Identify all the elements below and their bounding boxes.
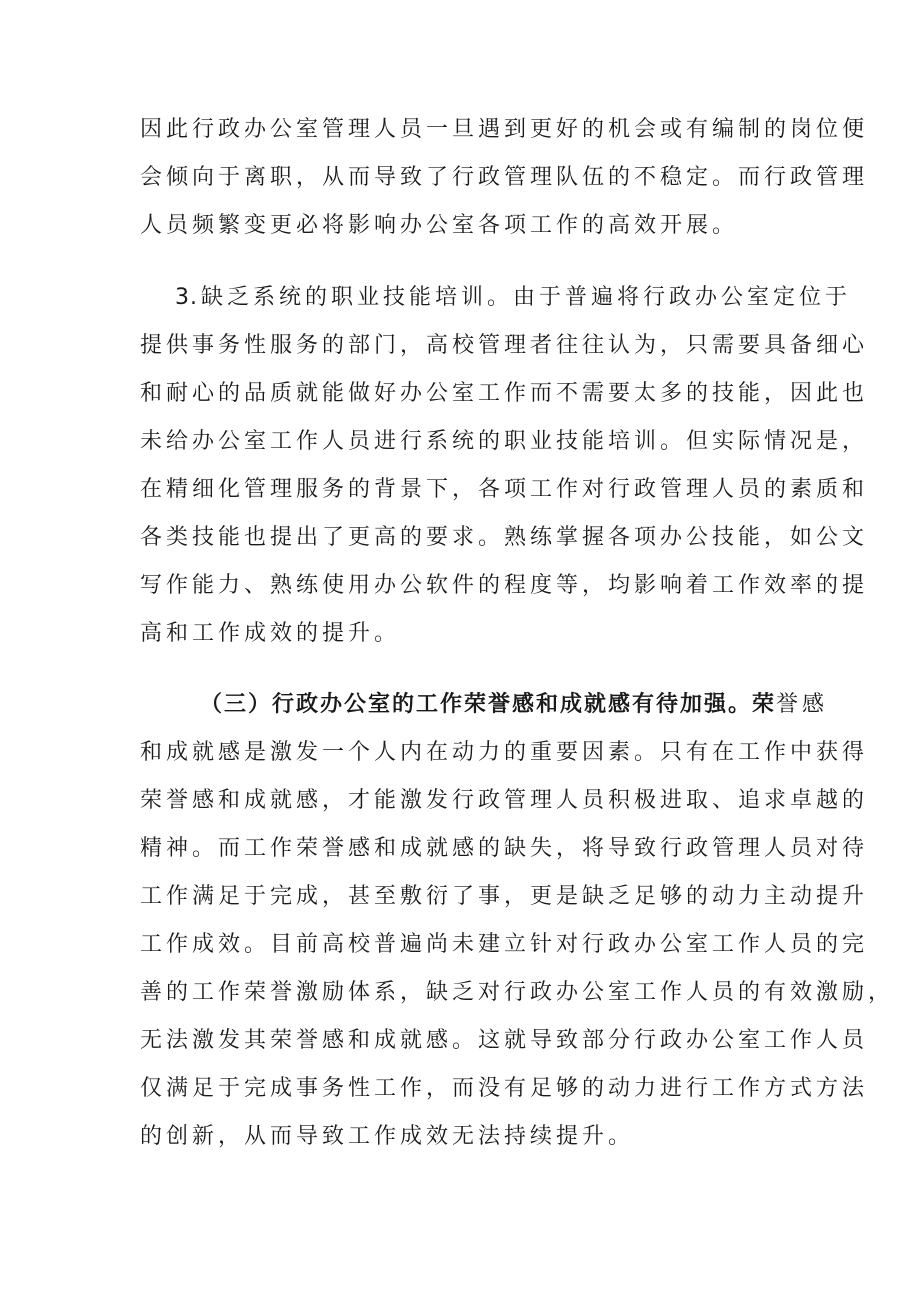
paragraph1-line-2: 会倾向于离职，从而导致了行政管理队伍的不稳定。而行政管理 xyxy=(140,165,869,190)
paragraph3-line-7: 善的工作荣誉激励体系，缺乏对行政办公室工作人员的有效激励， xyxy=(140,980,895,1005)
paragraph2-line-4: 未给办公室工作人员进行系统的职业技能培训。但实际情况是， xyxy=(140,429,869,454)
paragraph3-line-3: 荣誉感和成就感，才能激发行政管理人员积极进取、追求卓越的 xyxy=(140,788,869,813)
paragraph3-line-6: 工作成效。目前高校普遍尚未建立针对行政办公室工作人员的完 xyxy=(140,932,869,957)
paragraph3-line-2: 和成就感是激发一个人内在动力的重要因素。只有在工作中获得 xyxy=(140,740,869,765)
paragraph2-line-2: 提供事务性服务的部门，高校管理者往往认为，只需要具备细心 xyxy=(140,333,869,358)
paragraph1-line-1: 因此行政办公室管理人员一旦遇到更好的机会或有编制的岗位便 xyxy=(140,117,869,142)
paragraph2-line-8: 高和工作成效的提升。 xyxy=(140,621,401,646)
paragraph3-line-5: 工作满足于完成，甚至敷衍了事，更是缺乏足够的动力主动提升 xyxy=(140,884,869,909)
paragraph2-number: 3 xyxy=(175,285,190,310)
paragraph2-line-6: 各类技能也提出了更高的要求。熟练掌握各项办公技能，如公文 xyxy=(140,525,869,550)
paragraph3-line-4: 精神。而工作荣誉感和成就感的缺失，将导致行政管理人员对待 xyxy=(140,836,869,861)
paragraph2-line-1 xyxy=(175,283,851,313)
paragraph3-line-10: 的创新，从而导致工作成效无法持续提升。 xyxy=(140,1124,635,1149)
section-heading: （三）行政办公室的工作荣誉感和成就感有待加强。荣 xyxy=(200,692,777,717)
section-heading-rest: 誉感 xyxy=(776,692,829,717)
paragraph2-first-line-text: .缺乏系统的职业技能培训。由于普遍将行政办公室定位于 xyxy=(190,285,851,310)
paragraph1-line-3: 人员频繁变更必将影响办公室各项工作的高效开展。 xyxy=(140,213,739,238)
paragraph2-line-5: 在精细化管理服务的背景下，各项工作对行政管理人员的素质和 xyxy=(140,477,869,502)
paragraph3-line-1 xyxy=(200,690,829,720)
paragraph3-line-8: 无法激发其荣誉感和成就感。这就导致部分行政办公室工作人员 xyxy=(140,1028,869,1053)
paragraph2-line-7: 写作能力、熟练使用办公软件的程度等，均影响着工作效率的提 xyxy=(140,573,869,598)
paragraph2-line-3: 和耐心的品质就能做好办公室工作而不需要太多的技能，因此也 xyxy=(140,381,869,406)
paragraph3-line-9: 仅满足于完成事务性工作，而没有足够的动力进行工作方式方法 xyxy=(140,1076,869,1101)
